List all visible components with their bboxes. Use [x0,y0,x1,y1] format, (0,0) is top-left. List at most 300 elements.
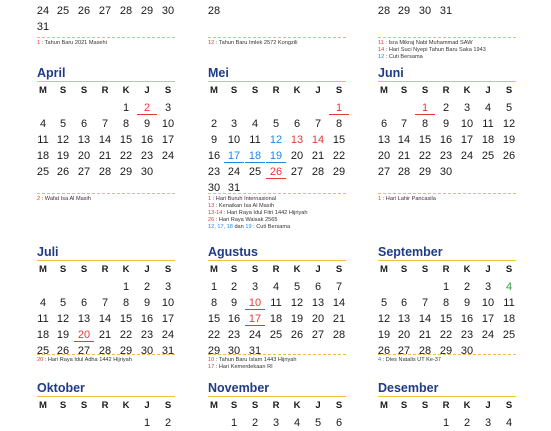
weekday-label: M [39,264,47,275]
notes-divider [378,354,516,355]
weekday-label: S [251,85,259,96]
day-cell: 20 [77,150,91,162]
day-cell: 19 [377,329,391,341]
day-cell: 4 [505,417,513,429]
weekday-label: J [315,264,321,275]
day-cell: 27 [98,5,112,17]
weekday-label: S [335,400,343,411]
day-cell: 22 [332,150,346,162]
notes-divider [208,354,346,355]
september-notes [378,357,518,364]
day-cell: 25 [36,166,50,178]
day-cell: 13 [377,134,391,146]
day-cell: 26 [56,345,70,357]
day-cell: 21 [397,150,411,162]
day-cell: 10 [460,118,474,130]
month-title: November [208,381,270,395]
day-cell: 8 [122,118,130,130]
juni-notes [378,196,518,203]
day-cell: 6 [380,118,388,130]
day-cell: 23 [140,150,154,162]
day-cell: 26 [290,329,304,341]
day-cell: 2 [210,118,218,130]
weekday-label: M [210,85,218,96]
day-cell: 11 [503,297,515,309]
weekday-label: S [505,400,513,411]
day-cell: 16 [140,313,154,325]
day-cell: 23 [460,329,474,341]
february-notes [208,40,348,47]
holiday-note: 26 : Hari Raya Waisak 2565 [208,217,278,223]
day-cell: 29 [397,5,411,17]
day-cell: 31 [36,21,50,33]
day-cell: 24 [460,150,474,162]
day-cell: 1 [329,102,349,115]
day-cell: 24 [161,150,175,162]
juli-notes [37,357,177,364]
holiday-note: 20 : Hari Raya Idul Adha 1442 Hijriyah [37,357,132,363]
day-cell: 7 [101,297,109,309]
day-cell: 12 [290,297,304,309]
notes-divider [208,37,346,38]
day-cell: 9 [442,118,450,130]
weekday-label: M [39,85,47,96]
weekday-label: S [251,400,259,411]
month-title: Mei [208,66,229,80]
day-cell: 2 [164,417,172,429]
weekday-label: K [293,85,301,96]
day-cell: 30 [140,166,154,178]
day-cell: 17 [161,134,175,146]
weekday-label: S [59,400,67,411]
weekday-label: K [122,264,130,275]
day-cell: 14 [332,297,346,309]
month-title: Desember [378,381,439,395]
day-cell: 9 [230,297,238,309]
notes-divider [208,193,346,194]
day-cell: 28 [98,166,112,178]
day-cell: 29 [418,166,432,178]
day-cell: 7 [314,118,322,130]
day-cell: 3 [272,417,280,429]
weekday-label: S [335,264,343,275]
month-title-rule [37,396,175,397]
weekday-label: M [39,400,47,411]
day-cell: 26 [56,166,70,178]
month-title-rule [208,81,346,82]
day-cell: 30 [439,166,453,178]
day-cell: 10 [161,297,175,309]
day-cell: 2 [463,281,471,293]
weekday-label: M [380,85,388,96]
day-cell: 8 [122,297,130,309]
day-cell: 3 [230,118,238,130]
day-cell: 1 [122,281,130,293]
day-cell: 30 [227,345,241,357]
day-cell: 20 [377,150,391,162]
day-cell: 3 [463,102,471,114]
day-cell: 18 [36,329,50,341]
day-cell: 18 [36,150,50,162]
day-cell: 16 [460,313,474,325]
weekday-label: S [421,264,429,275]
day-cell: 9 [143,297,151,309]
day-cell: 2 [230,281,238,293]
day-cell: 29 [119,345,133,357]
day-cell: 9 [463,297,471,309]
day-cell: 18 [269,313,283,325]
month-title-rule [378,396,516,397]
day-cell: 14 [98,313,112,325]
day-cell: 19 [290,313,304,325]
day-cell: 24 [161,329,175,341]
weekday-label: S [59,85,67,96]
day-cell: 24 [481,329,495,341]
day-cell: 31 [161,345,175,357]
day-cell: 12 [56,134,70,146]
day-cell: 1 [143,417,151,429]
day-cell: 17 [460,134,474,146]
weekday-label: R [272,400,280,411]
day-cell: 3 [484,281,492,293]
day-cell: 5 [59,297,67,309]
weekday-label: R [101,264,109,275]
day-cell: 18 [481,134,495,146]
weekday-label: S [230,264,238,275]
day-cell: 6 [314,281,322,293]
day-cell: 3 [164,102,172,114]
day-cell: 25 [502,329,516,341]
day-cell: 8 [335,118,343,130]
april-notes [37,196,177,203]
day-cell: 30 [161,5,175,17]
day-cell: 16 [439,134,453,146]
weekday-label: K [293,264,301,275]
day-cell: 24 [227,166,241,178]
holiday-note: 12, 17, 18 dan 19 : Cuti Bersama [208,224,291,230]
day-cell: 26 [502,150,516,162]
holiday-note: 17 : Hari Kemerdekaan RI [208,364,273,370]
day-cell: 22 [207,329,221,341]
weekday-label: S [59,264,67,275]
day-cell: 31 [248,345,262,357]
day-cell: 2 [137,102,157,115]
day-cell: 4 [272,281,280,293]
holiday-note: 13 : Kenaikan Isa Al Masih [208,203,274,209]
day-cell: 3 [251,281,259,293]
day-cell: 23 [439,150,453,162]
weekday-label: S [80,85,88,96]
day-cell: 30 [140,345,154,357]
day-cell: 1 [442,417,450,429]
day-cell: 14 [397,134,411,146]
day-cell: 30 [418,5,432,17]
day-cell: 5 [272,118,280,130]
day-cell: 7 [400,118,408,130]
weekday-label: S [400,85,408,96]
day-cell: 29 [439,345,453,357]
month-title-rule [208,396,346,397]
holiday-note: 2 : Wafat Isa Al Masih [37,196,91,202]
day-cell: 13 [77,134,91,146]
day-cell: 6 [400,297,408,309]
weekday-label: R [442,85,450,96]
weekday-label: S [164,400,172,411]
day-cell: 22 [119,329,133,341]
day-cell: 19 [56,329,70,341]
day-cell: 15 [119,134,133,146]
notes-divider [37,193,175,194]
day-cell: 28 [98,345,112,357]
weekday-label: J [144,264,150,275]
weekday-label: K [463,400,471,411]
day-cell: 5 [314,417,322,429]
day-cell: 15 [207,313,221,325]
day-cell: 28 [377,5,391,17]
day-cell: 15 [439,313,453,325]
day-cell: 2 [442,102,450,114]
notes-divider [37,37,175,38]
day-cell: 28 [332,329,346,341]
day-cell: 18 [502,313,516,325]
notes-divider [378,37,516,38]
day-cell: 26 [266,166,286,179]
day-cell: 12 [377,313,391,325]
day-cell: 5 [505,102,513,114]
notes-divider [378,193,516,194]
weekday-label: S [230,400,238,411]
day-cell: 4 [39,297,47,309]
mei-notes [208,196,348,231]
month-title: September [378,245,443,259]
holiday-note: 1 : Tahun Baru 2021 Masehi [37,40,107,46]
day-cell: 2 [251,417,259,429]
weekday-label: M [210,400,218,411]
day-cell: 6 [293,118,301,130]
day-cell: 7 [101,118,109,130]
day-cell: 4 [484,102,492,114]
day-cell: 6 [80,297,88,309]
day-cell: 15 [332,134,346,146]
day-cell: 4 [251,118,259,130]
holiday-note: 12 : Tahun Baru Imlek 2572 Kongzili [208,40,298,46]
day-cell: 7 [421,297,429,309]
leave-note: 12 : Cuti Bersama [378,54,423,60]
month-title-rule [378,260,516,261]
day-cell: 12 [502,118,516,130]
day-cell: 27 [77,345,91,357]
weekday-label: M [380,264,388,275]
day-cell: 8 [210,297,218,309]
day-cell: 10 [227,134,241,146]
day-cell: 14 [418,313,432,325]
day-cell: 10 [245,297,265,310]
weekday-label: K [293,400,301,411]
day-cell: 20 [290,150,304,162]
day-cell: 16 [227,313,241,325]
day-cell: 14 [311,134,325,146]
day-cell: 3 [164,281,172,293]
month-title: April [37,66,66,80]
day-cell: 28 [311,166,325,178]
day-cell: 17 [245,313,265,326]
day-cell: 17 [224,150,244,163]
holiday-note: 10 : Tahun Baru Islam 1443 Hijriyah [208,357,297,363]
weekday-label: S [400,264,408,275]
weekday-label: K [122,85,130,96]
day-cell: 14 [98,134,112,146]
day-cell: 1 [415,102,435,115]
day-cell: 25 [481,150,495,162]
day-cell: 2 [143,281,151,293]
weekday-label: J [485,85,491,96]
weekday-label: R [101,85,109,96]
weekday-label: S [400,400,408,411]
weekday-label: R [101,400,109,411]
day-cell: 23 [227,329,241,341]
day-cell: 13 [77,313,91,325]
day-cell: 10 [481,297,495,309]
weekday-label: J [485,264,491,275]
day-cell: 18 [245,150,265,163]
day-cell: 29 [119,166,133,178]
weekday-label: K [463,85,471,96]
day-cell: 24 [36,5,50,17]
day-cell: 1 [442,281,450,293]
day-cell: 24 [248,329,262,341]
day-cell: 8 [421,118,429,130]
day-cell: 11 [270,297,282,309]
day-cell: 11 [37,134,49,146]
day-cell: 19 [56,150,70,162]
holiday-note: 11 : Isra Mikraj Nabi Muhammad SAW [378,40,473,46]
month-title: Juni [378,66,404,80]
weekday-label: S [80,264,88,275]
holiday-note: 1 : Hari Lahir Pancasila [378,196,436,202]
day-cell: 1 [122,102,130,114]
day-cell: 21 [332,313,346,325]
notes-divider [37,354,175,355]
day-cell: 28 [207,5,221,17]
weekday-label: R [442,264,450,275]
day-cell: 3 [484,417,492,429]
day-cell: 30 [460,345,474,357]
weekday-label: S [421,85,429,96]
day-cell: 4 [505,281,513,293]
month-title-rule [37,260,175,261]
day-cell: 29 [332,166,346,178]
day-cell: 25 [56,5,70,17]
day-cell: 11 [37,313,49,325]
day-cell: 28 [397,166,411,178]
holiday-note: 14 : Hari Suci Nyepi Tahun Baru Saka 1943 [378,47,486,53]
day-cell: 20 [397,329,411,341]
day-cell: 5 [380,297,388,309]
day-cell: 13 [397,313,411,325]
month-title-rule [208,260,346,261]
day-cell: 21 [418,329,432,341]
weekday-label: S [421,400,429,411]
month-title: Agustus [208,245,258,259]
weekday-label: S [80,400,88,411]
agustus-notes [208,357,348,371]
day-cell: 29 [140,5,154,17]
day-cell: 22 [439,329,453,341]
day-cell: 8 [442,297,450,309]
day-cell: 27 [377,166,391,178]
day-cell: 9 [210,134,218,146]
weekday-label: S [164,264,172,275]
day-cell: 19 [266,150,286,163]
day-cell: 23 [140,329,154,341]
holiday-note: 1 : Hari Buruh Internasional [208,196,277,202]
march-notes [378,40,518,61]
day-cell: 19 [502,134,516,146]
day-cell: 5 [59,118,67,130]
day-cell: 12 [56,313,70,325]
weekday-label: M [210,264,218,275]
day-cell: 27 [397,345,411,357]
day-cell: 7 [335,281,343,293]
month-title-rule [37,81,175,82]
day-cell: 26 [377,345,391,357]
month-title: Juli [37,245,59,259]
day-cell: 15 [418,134,432,146]
day-cell: 1 [230,417,238,429]
weekday-label: S [505,264,513,275]
january-notes [37,40,177,47]
day-cell: 20 [74,329,94,342]
day-cell: 27 [311,329,325,341]
day-cell: 6 [80,118,88,130]
day-cell: 26 [77,5,91,17]
day-cell: 5 [293,281,301,293]
day-cell: 22 [418,150,432,162]
day-cell: 4 [39,118,47,130]
day-cell: 20 [311,313,325,325]
weekday-label: J [485,400,491,411]
day-cell: 16 [207,150,221,162]
day-cell: 30 [207,182,221,194]
holiday-note: 13-14 : Hari Raya Idul Fitri 1442 Hijriyah [208,210,308,216]
day-cell: 17 [161,313,175,325]
weekday-label: S [505,85,513,96]
weekday-label: S [251,264,259,275]
day-cell: 31 [439,5,453,17]
day-cell: 1 [210,281,218,293]
day-cell: 21 [311,150,325,162]
day-cell: 11 [482,118,494,130]
day-cell: 4 [293,417,301,429]
day-cell: 9 [143,118,151,130]
holiday-note: 4 : Dies Natalis UT Ke-37 [378,357,442,363]
day-cell: 28 [418,345,432,357]
day-cell: 16 [140,134,154,146]
month-title: Oktober [37,381,85,395]
day-cell: 25 [248,166,262,178]
day-cell: 25 [269,329,283,341]
weekday-label: S [230,85,238,96]
day-cell: 15 [119,313,133,325]
day-cell: 28 [119,5,133,17]
weekday-label: R [442,400,450,411]
day-cell: 31 [227,182,241,194]
weekday-label: J [144,400,150,411]
day-cell: 13 [311,297,325,309]
weekday-label: K [122,400,130,411]
weekday-label: M [380,400,388,411]
weekday-label: S [335,85,343,96]
